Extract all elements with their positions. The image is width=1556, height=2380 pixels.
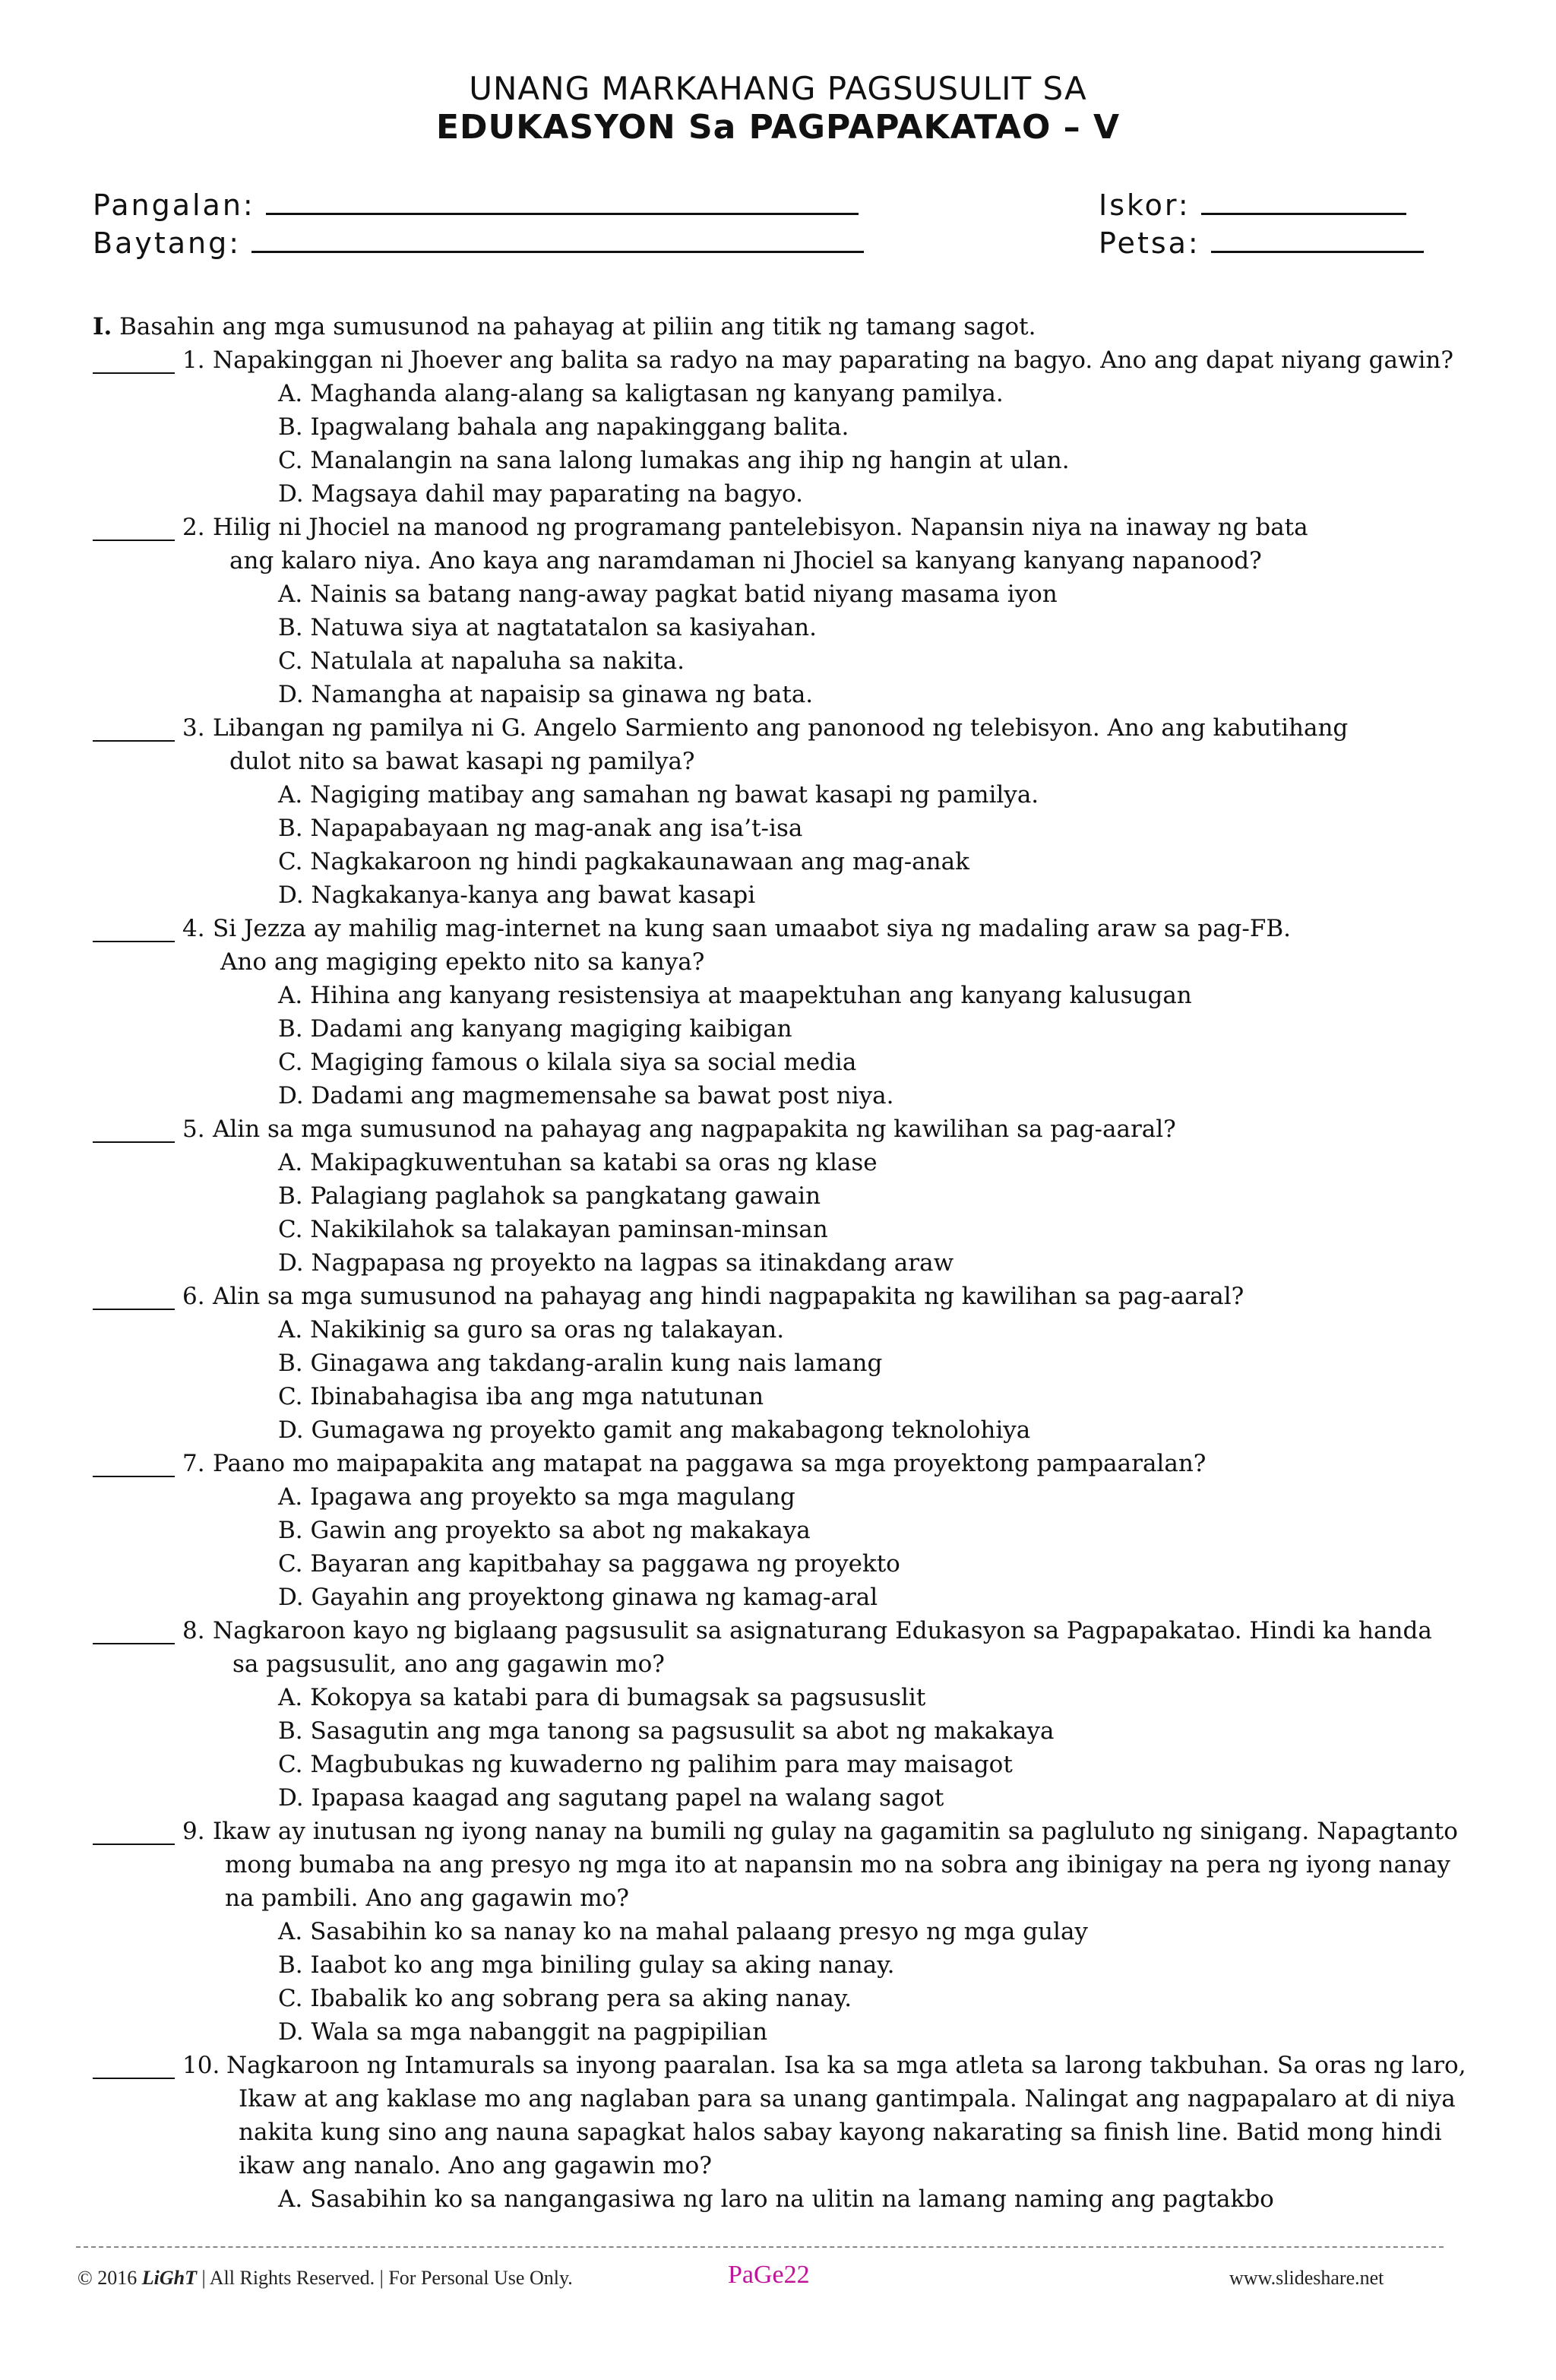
question-text: Ikaw at ang kaklase mo ang naglaban para sa unang gantimpala. Nalingat ang nagpapalaro at di niya <box>239 2085 1456 2113</box>
question-text: Si Jezza ay mahilig mag-internet na kung saan umaabot siya ng madaling araw sa pag-FB. <box>213 915 1292 942</box>
answer-option: A. Maghanda alang-alang sa kaligtasan ng kanyang pamilya. <box>278 380 1004 407</box>
exam-title-line1: UNANG MARKAHANG PAGSUSULIT SA <box>469 70 1087 107</box>
instruction <box>93 313 1036 340</box>
brand-name: LiGhT <box>141 2267 197 2289</box>
baytang-line <box>251 223 864 253</box>
question-text: Ano ang magiging epekto nito sa kanya? <box>220 948 705 976</box>
answer-option: A. Hihina ang kanyang resistensiya at maapektuhan ang kanyang kalusugan <box>278 982 1192 1009</box>
question-text: mong bumaba na ang presyo ng mga ito at napansin mo na sobra ang ibinigay na pera ng iyong nanay <box>225 1851 1450 1878</box>
answer-option: A. Sasabihin ko sa nanay ko na mahal palaang presyo ng mga gulay <box>278 1918 1088 1945</box>
answer-blank[interactable] <box>93 1284 175 1310</box>
question-number: 7. <box>182 1450 205 1477</box>
answer-option: D. Namangha at napaisip sa ginawa ng bata. <box>278 681 814 708</box>
answer-option: C. Magbubukas ng kuwaderno ng palihim para may maisagot <box>278 1751 1013 1778</box>
answer-option: C. Nakikilahok sa talakayan paminsan-minsan <box>278 1216 828 1243</box>
pangalan-line <box>266 185 859 215</box>
iskor-line <box>1201 185 1406 215</box>
answer-option: B. Gawin ang proyekto sa abot ng makakaya <box>278 1517 811 1544</box>
answer-blank[interactable] <box>93 348 175 374</box>
answer-option: C. Magiging famous o kilala siya sa social media <box>278 1049 857 1076</box>
footer-copyright <box>77 2267 573 2290</box>
question-number: 8. <box>182 1617 205 1644</box>
answer-option: B. Iaabot ko ang mga biniling gulay sa aking nanay. <box>278 1951 895 1979</box>
answer-option: C. Nagkakaroon ng hindi pagkakaunawaan ang mag-anak <box>278 848 969 875</box>
iskor-field <box>1099 185 1406 222</box>
question-text: Paano mo maipapakita ang matapat na paggawa sa mga proyektong pampaaralan? <box>213 1450 1207 1477</box>
question-text: Nagkaroon kayo ng biglaang pagsusulit sa asignaturang Edukasyon sa Pagpapakatao. Hindi ka handa <box>213 1617 1432 1644</box>
question-number: 9. <box>182 1818 205 1845</box>
answer-option: B. Ginagawa ang takdang-aralin kung nais lamang <box>278 1350 883 1377</box>
question-number: 6. <box>182 1283 205 1310</box>
question-text: Napakinggan ni Jhoever ang balita sa radyo na may paparating na bagyo. Ano ang dapat niyang gawin? <box>213 347 1453 374</box>
answer-blank[interactable] <box>93 1117 175 1143</box>
answer-option: D. Gayahin ang proyektong ginawa ng kamag-aral <box>278 1584 878 1611</box>
question-text: ikaw ang nanalo. Ano ang gagawin mo? <box>239 2152 712 2179</box>
question-number: 1. <box>182 347 205 374</box>
page-label: PaGe22 <box>728 2261 810 2289</box>
answer-blank[interactable] <box>93 716 175 742</box>
baytang-field <box>93 223 864 260</box>
answer-blank[interactable] <box>93 1451 175 1477</box>
question-text: Ikaw ay inutusan ng iyong nanay na bumili ng gulay na gagamitin sa pagluluto ng sinigang. Napagtanto <box>213 1818 1458 1845</box>
answer-option: A. Ipagawa ang proyekto sa mga magulang <box>278 1483 795 1511</box>
exam-title-line2: EDUKASYON Sa PAGPAPAKATAO – V <box>435 108 1121 147</box>
answer-option: D. Dadami ang magmemensahe sa bawat post niya. <box>278 1082 894 1109</box>
answer-option: C. Manalangin na sana lalong lumakas ang ihip ng hangin at ulan. <box>278 447 1070 474</box>
answer-blank[interactable] <box>93 2053 175 2079</box>
question-number: 4. <box>182 915 205 942</box>
question-text: nakita kung sino ang nauna sapagkat halos sabay kayong nakarating sa finish line. Batid mong hindi <box>239 2119 1442 2146</box>
pangalan-label: Pangalan: <box>93 188 255 222</box>
question-text: Libangan ng pamilya ni G. Angelo Sarmiento ang panonood ng telebisyon. Ano ang kabutihang <box>213 714 1349 742</box>
answer-option: A. Nakikinig sa guro sa oras ng talakayan. <box>278 1316 785 1343</box>
question-text: ang kalaro niya. Ano kaya ang naramdaman ni Jhociel sa kanyang kanyang napanood? <box>229 547 1262 574</box>
answer-blank[interactable] <box>93 916 175 942</box>
answer-option: B. Napapabayaan ng mag-anak ang isa’t-isa <box>278 815 803 842</box>
petsa-label: Petsa: <box>1099 226 1200 260</box>
question-text: Alin sa mga sumusunod na pahayag ang hindi nagpapakita ng kawilihan sa pag-aaral? <box>213 1283 1244 1310</box>
answer-option: A. Sasabihin ko sa nangangasiwa ng laro na ulitin na lamang naming ang pagtakbo <box>278 2185 1274 2213</box>
question-number: 5. <box>182 1116 205 1143</box>
instruction-text: Basahin ang mga sumusunod na pahayag at piliin ang titik ng tamang sagot. <box>119 313 1036 340</box>
answer-option: C. Ibabalik ko ang sobrang pera sa aking nanay. <box>278 1985 852 2012</box>
answer-blank[interactable] <box>93 1819 175 1845</box>
question-text: Hilig ni Jhociel na manood ng programang pantelebisyon. Napansin niya na inaway ng bata <box>213 514 1308 541</box>
answer-option: C. Natulala at napaluha sa nakita. <box>278 647 685 675</box>
copyright-prefix: © 2016 <box>77 2267 142 2289</box>
answer-option: A. Nagiging matibay ang samahan ng bawat kasapi ng pamilya. <box>278 781 1039 809</box>
answer-option: A. Kokopya sa katabi para di bumagsak sa pagsususlit <box>278 1684 926 1711</box>
question-number: 3. <box>182 714 205 742</box>
question-number: 2. <box>182 514 205 541</box>
petsa-line <box>1211 223 1424 253</box>
answer-option: D. Wala sa mga nabanggit na pagpipilian <box>278 2018 768 2046</box>
question-text: dulot nito sa bawat kasapi ng pamilya? <box>229 748 695 775</box>
answer-option: A. Nainis sa batang nang-away pagkat batid niyang masama iyon <box>278 581 1058 608</box>
footer-divider <box>76 2246 1444 2248</box>
section-numeral: I. <box>93 313 112 340</box>
answer-option: B. Ipagwalang bahala ang napakinggang balita. <box>278 413 849 441</box>
answer-option: B. Natuwa siya at nagtatatalon sa kasiyahan. <box>278 614 817 641</box>
question-number: 10. <box>182 2052 220 2079</box>
answer-option: D. Nagpapasa ng proyekto na lagpas sa itinakdang araw <box>278 1249 954 1277</box>
answer-option: A. Makipagkuwentuhan sa katabi sa oras ng klase <box>278 1149 878 1176</box>
footer-site: www.slideshare.net <box>1229 2267 1384 2289</box>
answer-blank[interactable] <box>93 515 175 541</box>
iskor-label: Iskor: <box>1099 188 1191 222</box>
question-text: na pambili. Ano ang gagawin mo? <box>225 1885 629 1912</box>
question-text: Alin sa mga sumusunod na pahayag ang nagpapakita ng kawilihan sa pag-aaral? <box>213 1116 1176 1143</box>
answer-option: D. Magsaya dahil may paparating na bagyo. <box>278 480 803 508</box>
answer-option: B. Palagiang paglahok sa pangkatang gawain <box>278 1182 821 1210</box>
answer-option: D. Nagkakanya-kanya ang bawat kasapi <box>278 881 756 909</box>
rights-text: | All Rights Reserved. | For Personal Use Only. <box>197 2267 573 2289</box>
answer-option: C. Bayaran ang kapitbahay sa paggawa ng proyekto <box>278 1550 900 1578</box>
question-text: sa pagsusulit, ano ang gagawin mo? <box>232 1650 665 1678</box>
answer-option: D. Gumagawa ng proyekto gamit ang makabagong teknolohiya <box>278 1416 1031 1444</box>
answer-option: B. Dadami ang kanyang magiging kaibigan <box>278 1015 792 1043</box>
answer-option: C. Ibinabahagisa iba ang mga natutunan <box>278 1383 764 1410</box>
answer-blank[interactable] <box>93 1619 175 1644</box>
question-text: Nagkaroon ng Intamurals sa inyong paaralan. Isa ka sa mga atleta sa larong takbuhan. Sa oras ng laro, <box>226 2052 1466 2079</box>
answer-option: B. Sasagutin ang mga tanong sa pagsusulit sa abot ng makakaya <box>278 1717 1055 1745</box>
petsa-field <box>1099 223 1424 260</box>
baytang-label: Baytang: <box>93 226 242 260</box>
pangalan-field <box>93 185 859 222</box>
answer-option: D. Ipapasa kaagad ang sagutang papel na walang sagot <box>278 1784 944 1812</box>
